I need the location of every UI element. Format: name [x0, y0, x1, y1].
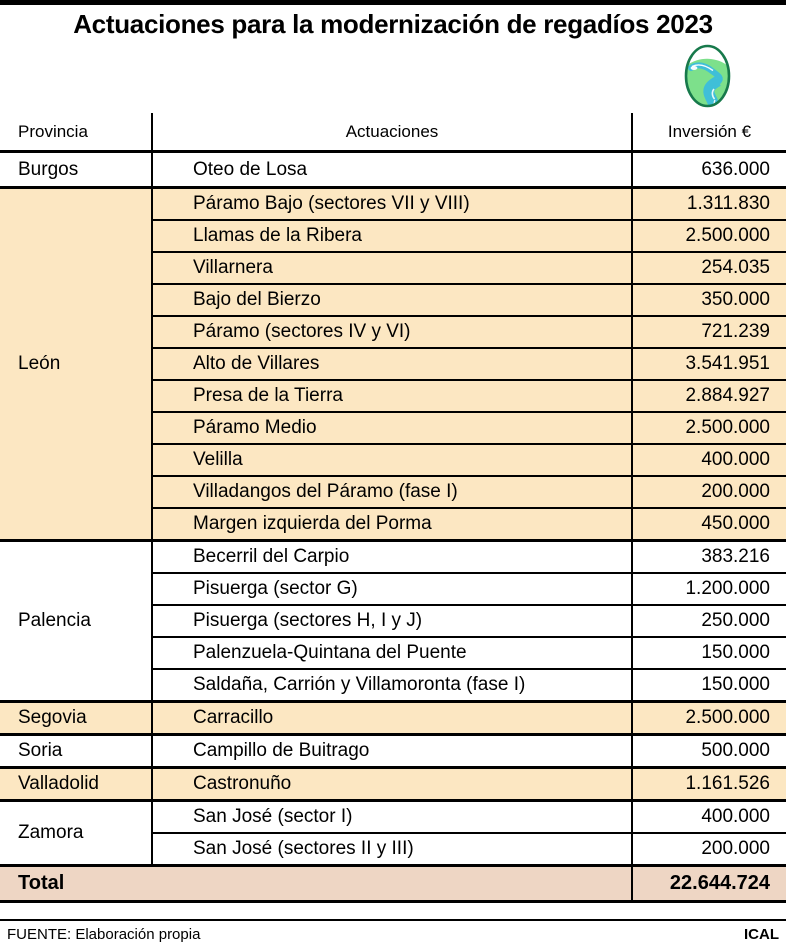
page-title: Actuaciones para la modernización de regadíos 2023 — [73, 9, 713, 39]
inversion-cell: 383.216 — [632, 541, 786, 574]
total-label: Total — [0, 866, 632, 902]
inversion-cell: 400.000 — [632, 801, 786, 834]
total-row — [0, 866, 786, 902]
inversion-cell: 3.541.951 — [632, 348, 786, 380]
table-row — [0, 801, 786, 834]
table-row — [0, 152, 786, 188]
column-header-provincia: Provincia — [0, 113, 152, 152]
inversion-cell: 2.884.927 — [632, 380, 786, 412]
actuacion-cell: Villarnera — [152, 252, 632, 284]
actuacion-cell: Llamas de la Ribera — [152, 220, 632, 252]
inversion-cell: 1.200.000 — [632, 573, 786, 605]
actuacion-cell: Pisuerga (sector G) — [152, 573, 632, 605]
actuacion-cell: San José (sectores II y III) — [152, 833, 632, 866]
table-row — [0, 541, 786, 574]
column-header-inversion: Inversión € — [632, 113, 786, 152]
province-cell: Valladolid — [0, 768, 152, 801]
actuacion-cell: Pisuerga (sectores H, I y J) — [152, 605, 632, 637]
inversion-cell: 200.000 — [632, 833, 786, 866]
inversion-cell: 200.000 — [632, 476, 786, 508]
province-cell: Soria — [0, 735, 152, 768]
investment-table — [0, 113, 786, 903]
top-rule — [0, 0, 786, 5]
inversion-cell: 1.161.526 — [632, 768, 786, 801]
actuacion-cell: Bajo del Bierzo — [152, 284, 632, 316]
actuacion-cell: Páramo Bajo (sectores VII y VIII) — [152, 188, 632, 221]
actuacion-cell: Palenzuela-Quintana del Puente — [152, 637, 632, 669]
inversion-cell: 500.000 — [632, 735, 786, 768]
inversion-cell: 254.035 — [632, 252, 786, 284]
province-cell: Segovia — [0, 702, 152, 735]
footer — [0, 926, 786, 943]
inversion-cell: 2.500.000 — [632, 702, 786, 735]
table-body — [0, 152, 786, 866]
actuacion-cell: Saldaña, Carrión y Villamoronta (fase I) — [152, 669, 632, 702]
inversion-cell: 400.000 — [632, 444, 786, 476]
river-logo — [684, 44, 731, 108]
total-value: 22.644.724 — [632, 866, 786, 902]
actuacion-cell: Villadangos del Páramo (fase I) — [152, 476, 632, 508]
header-row — [0, 113, 786, 152]
table-row — [0, 702, 786, 735]
actuacion-cell: Castronuño — [152, 768, 632, 801]
province-cell: León — [0, 188, 152, 541]
actuacion-cell: San José (sector I) — [152, 801, 632, 834]
inversion-cell: 636.000 — [632, 152, 786, 188]
inversion-cell: 2.500.000 — [632, 220, 786, 252]
actuacion-cell: Becerril del Carpio — [152, 541, 632, 574]
inversion-cell: 2.500.000 — [632, 412, 786, 444]
credit-text: ICAL — [744, 926, 779, 943]
inversion-cell: 150.000 — [632, 637, 786, 669]
table-row — [0, 768, 786, 801]
inversion-cell: 1.311.830 — [632, 188, 786, 221]
actuacion-cell: Presa de la Tierra — [152, 380, 632, 412]
table-row — [0, 735, 786, 768]
inversion-cell: 450.000 — [632, 508, 786, 541]
actuacion-cell: Campillo de Buitrago — [152, 735, 632, 768]
actuacion-cell: Páramo (sectores IV y VI) — [152, 316, 632, 348]
inversion-cell: 350.000 — [632, 284, 786, 316]
source-text: FUENTE: Elaboración propia — [7, 926, 201, 943]
actuacion-cell: Velilla — [152, 444, 632, 476]
inversion-cell: 721.239 — [632, 316, 786, 348]
actuacion-cell: Carracillo — [152, 702, 632, 735]
inversion-cell: 250.000 — [632, 605, 786, 637]
actuacion-cell: Margen izquierda del Porma — [152, 508, 632, 541]
province-cell: Burgos — [0, 152, 152, 188]
inversion-cell: 150.000 — [632, 669, 786, 702]
actuacion-cell: Alto de Villares — [152, 348, 632, 380]
province-cell: Palencia — [0, 541, 152, 702]
column-header-actuaciones: Actuaciones — [152, 113, 632, 152]
footer-rule — [0, 919, 786, 921]
actuacion-cell: Oteo de Losa — [152, 152, 632, 188]
province-cell: Zamora — [0, 801, 152, 866]
actuacion-cell: Páramo Medio — [152, 412, 632, 444]
table-row — [0, 188, 786, 221]
